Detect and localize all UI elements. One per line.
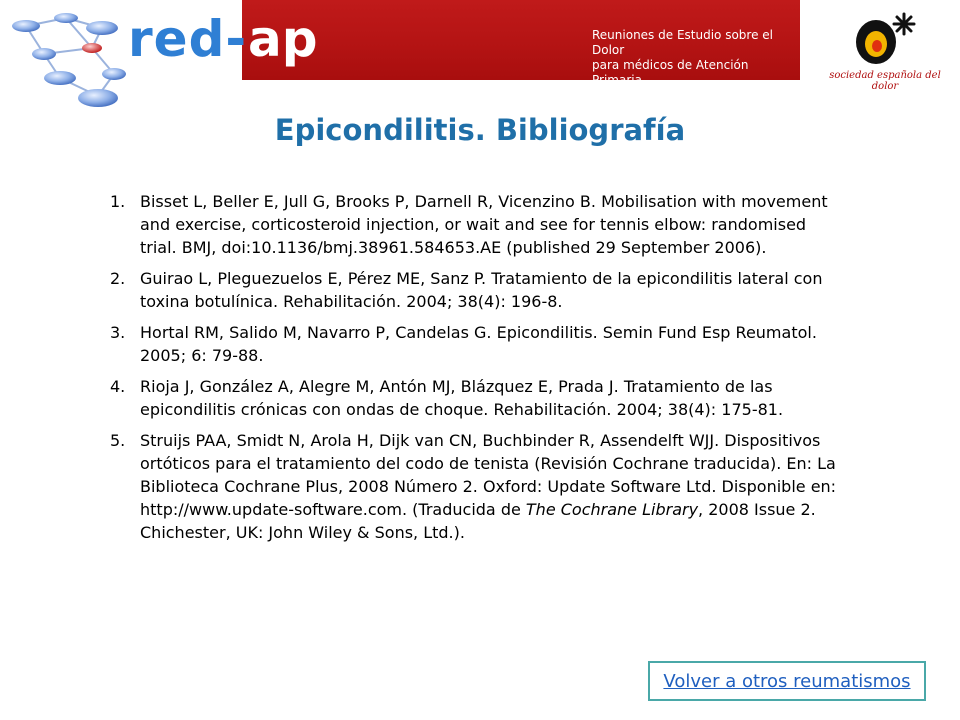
reference-text-italic: The Cochrane Library <box>525 500 699 519</box>
header-banner <box>0 0 960 92</box>
page-title: Epicondilitis. Bibliografía <box>274 113 686 147</box>
reference-text: Bisset L, Beller E, Jull G, Brooks P, Darnell R, Vicenzino B. Mobilisation with movement and exercise, corticosteroid injection, or wait and see for tennis elbow: randomised trial. BMJ, doi:10.1136/bmj.38961.584653.AE (published 29 September 2006). <box>140 192 828 257</box>
reference-number: 4. <box>110 377 126 396</box>
society-text: sociedad española del dolor <box>829 70 941 92</box>
list-item <box>104 190 844 259</box>
tagline-line-1: Reuniones de Estudio sobre el Dolor <box>592 28 773 57</box>
reference-text: Rioja J, González A, Alegre M, Antón MJ, Blázquez E, Prada J. Tratamiento de las epicondilitis crónicas con ondas de choque. Rehabilitación. 2004; 38(4): 175-81. <box>140 377 784 419</box>
tagline-line-2: para médicos de Atención Primaria <box>592 58 749 87</box>
reference-number: 1. <box>110 192 126 211</box>
list-item <box>104 429 844 544</box>
list-item <box>104 267 844 313</box>
brand-ap-text: ap <box>248 10 318 68</box>
reference-text: Guirao L, Pleguezuelos E, Pérez ME, Sanz P. Tratamiento de la epicondilitis lateral con toxina botulínica. Rehabilitación. 2004; 38(4): 196-8. <box>140 269 823 311</box>
tagline <box>592 28 800 88</box>
reference-list <box>104 190 844 552</box>
reference-number: 5. <box>110 431 126 450</box>
brand-band <box>242 0 800 87</box>
back-to-rheumatisms-link[interactable]: Volver a otros reumatismos <box>663 670 911 692</box>
brand-logo-text <box>128 10 247 68</box>
brand-red-text: red- <box>128 10 248 68</box>
reference-text-part-b: , 2008 Issue 2. Chichester, UK: John Wiley & Sons, Ltd.). <box>140 500 816 542</box>
list-item <box>104 375 844 421</box>
reference-text: Hortal RM, Salido M, Navarro P, Candelas G. Epicondilitis. Semin Fund Esp Reumatol. 2005; 6: 79-88. <box>140 323 817 365</box>
list-item <box>104 321 844 367</box>
reference-number: 3. <box>110 323 126 342</box>
reference-text-part-a: Struijs PAA, Smidt N, Arola H, Dijk van CN, Buchbinder R, Assendelft WJJ. Dispositivos ortóticos para el tratamiento del codo de tenista (Revisión Cochrane traducida). En: La Biblioteca Cochrane Plus, 2008 Número 2. Oxford: Update Software Ltd. Disponible en: http://www.update-software.com. (Traducida de <box>140 431 837 519</box>
back-link-box <box>648 661 926 701</box>
reference-number: 2. <box>110 269 126 288</box>
